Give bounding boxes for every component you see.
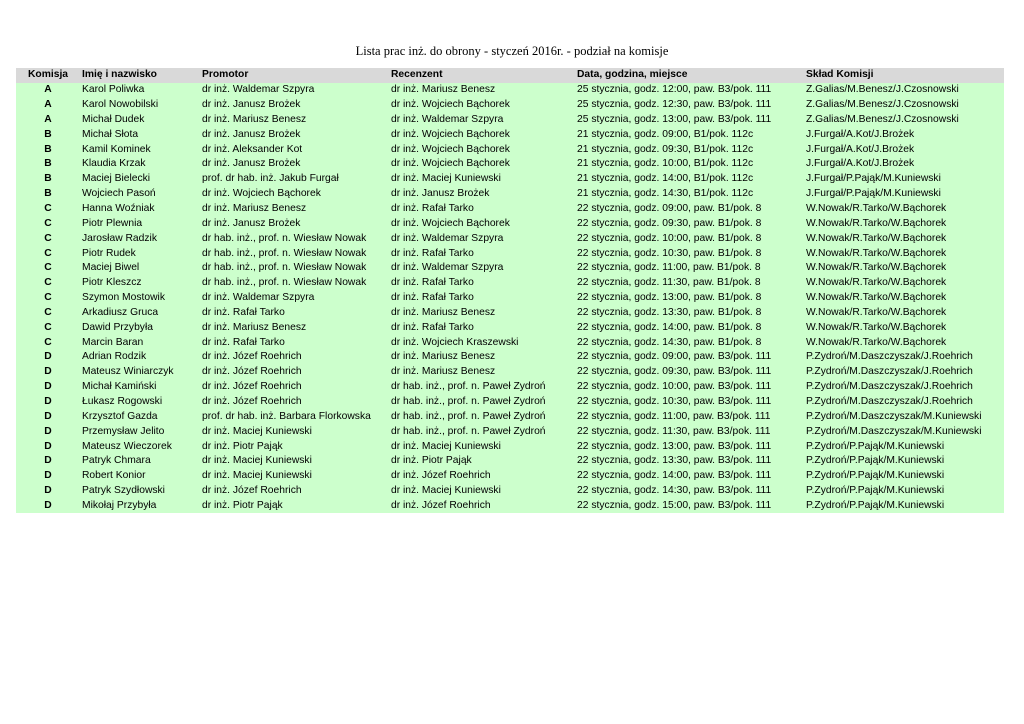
cell-date-time-place: 21 stycznia, godz. 09:30, B1/pok. 112c: [575, 142, 804, 157]
column-header-date: Data, godzina, miejsce: [575, 68, 804, 83]
cell-recenzent: dr inż. Waldemar Szpyra: [389, 113, 575, 128]
cell-promotor: dr inż. Mariusz Benesz: [200, 320, 389, 335]
cell-promotor: dr inż. Rafał Tarko: [200, 335, 389, 350]
cell-committee: Z.Galias/M.Benesz/J.Czosnowski: [804, 113, 1004, 128]
cell-komisja: C: [16, 231, 80, 246]
cell-promotor: dr inż. Maciej Kuniewski: [200, 454, 389, 469]
cell-committee: P.Zydroń/M.Daszczyszak/J.Roehrich: [804, 365, 1004, 380]
cell-promotor: dr inż. Janusz Brożek: [200, 157, 389, 172]
table-row: [16, 439, 1004, 454]
cell-committee: Z.Galias/M.Benesz/J.Czosnowski: [804, 98, 1004, 113]
cell-recenzent: dr inż. Rafał Tarko: [389, 202, 575, 217]
cell-date-time-place: 22 stycznia, godz. 11:30, paw. B1/pok. 8: [575, 276, 804, 291]
cell-recenzent: dr inż. Mariusz Benesz: [389, 83, 575, 98]
cell-date-time-place: 22 stycznia, godz. 09:30, paw. B1/pok. 8: [575, 216, 804, 231]
table-row: [16, 365, 1004, 380]
cell-promotor: dr inż. Józef Roehrich: [200, 395, 389, 410]
column-header-promotor: Promotor: [200, 68, 389, 83]
cell-promotor: prof. dr hab. inż. Jakub Furgał: [200, 172, 389, 187]
document-title: Lista prac inż. do obrony - styczeń 2016r. - podział na komisje: [355, 44, 669, 58]
cell-student-name: Karol Poliwka: [80, 83, 200, 98]
cell-committee: W.Nowak/R.Tarko/W.Bąchorek: [804, 291, 1004, 306]
cell-date-time-place: 22 stycznia, godz. 09:00, paw. B1/pok. 8: [575, 202, 804, 217]
cell-recenzent: dr hab. inż., prof. n. Paweł Zydroń: [389, 395, 575, 410]
table-row: [16, 261, 1004, 276]
cell-student-name: Piotr Kleszcz: [80, 276, 200, 291]
cell-komisja: C: [16, 320, 80, 335]
table-row: [16, 291, 1004, 306]
cell-date-time-place: 22 stycznia, godz. 10:00, paw. B1/pok. 8: [575, 231, 804, 246]
table-row: [16, 469, 1004, 484]
cell-committee: J.Furgał/P.Pająk/M.Kuniewski: [804, 187, 1004, 202]
cell-recenzent: dr inż. Wojciech Bąchorek: [389, 142, 575, 157]
cell-komisja: B: [16, 157, 80, 172]
table-row: [16, 335, 1004, 350]
cell-promotor: dr inż. Aleksander Kot: [200, 142, 389, 157]
cell-student-name: Mateusz Winiarczyk: [80, 365, 200, 380]
cell-date-time-place: 22 stycznia, godz. 13:30, paw. B3/pok. 111: [575, 454, 804, 469]
cell-committee: P.Zydroń/P.Pająk/M.Kuniewski: [804, 454, 1004, 469]
cell-committee: W.Nowak/R.Tarko/W.Bąchorek: [804, 306, 1004, 321]
cell-promotor: dr inż. Piotr Pająk: [200, 439, 389, 454]
cell-student-name: Szymon Mostowik: [80, 291, 200, 306]
cell-recenzent: dr inż. Mariusz Benesz: [389, 306, 575, 321]
cell-recenzent: dr inż. Waldemar Szpyra: [389, 231, 575, 246]
table-row: [16, 113, 1004, 128]
cell-date-time-place: 22 stycznia, godz. 10:30, paw. B3/pok. 111: [575, 395, 804, 410]
cell-promotor: dr inż. Józef Roehrich: [200, 484, 389, 499]
cell-recenzent: dr inż. Piotr Pająk: [389, 454, 575, 469]
cell-date-time-place: 21 stycznia, godz. 09:00, B1/pok. 112c: [575, 127, 804, 142]
cell-komisja: D: [16, 454, 80, 469]
cell-committee: P.Zydroń/P.Pająk/M.Kuniewski: [804, 469, 1004, 484]
cell-promotor: dr inż. Maciej Kuniewski: [200, 469, 389, 484]
cell-recenzent: dr inż. Maciej Kuniewski: [389, 439, 575, 454]
cell-committee: P.Zydroń/P.Pająk/M.Kuniewski: [804, 498, 1004, 513]
table-row: [16, 498, 1004, 513]
cell-date-time-place: 22 stycznia, godz. 11:00, paw. B3/pok. 111: [575, 409, 804, 424]
cell-student-name: Piotr Rudek: [80, 246, 200, 261]
cell-komisja: A: [16, 98, 80, 113]
cell-committee: P.Zydroń/P.Pająk/M.Kuniewski: [804, 484, 1004, 499]
cell-recenzent: dr inż. Wojciech Bąchorek: [389, 127, 575, 142]
cell-date-time-place: 22 stycznia, godz. 14:30, paw. B1/pok. 8: [575, 335, 804, 350]
cell-recenzent: dr hab. inż., prof. n. Paweł Zydroń: [389, 409, 575, 424]
cell-promotor: dr inż. Janusz Brożek: [200, 98, 389, 113]
cell-recenzent: dr hab. inż., prof. n. Paweł Zydroń: [389, 380, 575, 395]
table-row: [16, 187, 1004, 202]
cell-student-name: Mateusz Wieczorek: [80, 439, 200, 454]
cell-komisja: D: [16, 439, 80, 454]
table-header-row: [16, 68, 1004, 83]
cell-student-name: Maciej Biwel: [80, 261, 200, 276]
cell-recenzent: dr inż. Wojciech Bąchorek: [389, 216, 575, 231]
cell-komisja: B: [16, 172, 80, 187]
cell-student-name: Michał Dudek: [80, 113, 200, 128]
cell-recenzent: dr inż. Waldemar Szpyra: [389, 261, 575, 276]
cell-committee: P.Zydroń/M.Daszczyszak/J.Roehrich: [804, 380, 1004, 395]
cell-komisja: C: [16, 276, 80, 291]
cell-student-name: Jarosław Radzik: [80, 231, 200, 246]
cell-promotor: dr hab. inż., prof. n. Wiesław Nowak: [200, 231, 389, 246]
table-row: [16, 320, 1004, 335]
cell-committee: P.Zydroń/M.Daszczyszak/M.Kuniewski: [804, 424, 1004, 439]
cell-promotor: dr inż. Józef Roehrich: [200, 380, 389, 395]
cell-komisja: B: [16, 187, 80, 202]
cell-recenzent: dr inż. Janusz Brożek: [389, 187, 575, 202]
cell-date-time-place: 21 stycznia, godz. 14:00, B1/pok. 112c: [575, 172, 804, 187]
table-row: [16, 454, 1004, 469]
cell-committee: P.Zydroń/M.Daszczyszak/J.Roehrich: [804, 395, 1004, 410]
cell-student-name: Marcin Baran: [80, 335, 200, 350]
cell-komisja: D: [16, 498, 80, 513]
cell-date-time-place: 22 stycznia, godz. 14:00, paw. B1/pok. 8: [575, 320, 804, 335]
cell-promotor: prof. dr hab. inż. Barbara Florkowska: [200, 409, 389, 424]
cell-committee: W.Nowak/R.Tarko/W.Bąchorek: [804, 335, 1004, 350]
cell-komisja: C: [16, 291, 80, 306]
cell-date-time-place: 25 stycznia, godz. 12:00, paw. B3/pok. 111: [575, 83, 804, 98]
cell-promotor: dr inż. Mariusz Benesz: [200, 113, 389, 128]
cell-recenzent: dr inż. Rafał Tarko: [389, 320, 575, 335]
cell-komisja: C: [16, 216, 80, 231]
cell-komisja: A: [16, 113, 80, 128]
cell-recenzent: dr inż. Rafał Tarko: [389, 291, 575, 306]
cell-promotor: dr inż. Rafał Tarko: [200, 306, 389, 321]
table-row: [16, 202, 1004, 217]
cell-recenzent: dr inż. Mariusz Benesz: [389, 350, 575, 365]
table-row: [16, 306, 1004, 321]
cell-student-name: Klaudia Krzak: [80, 157, 200, 172]
cell-promotor: dr inż. Józef Roehrich: [200, 365, 389, 380]
cell-promotor: dr hab. inż., prof. n. Wiesław Nowak: [200, 246, 389, 261]
cell-komisja: C: [16, 335, 80, 350]
cell-recenzent: dr inż. Mariusz Benesz: [389, 365, 575, 380]
cell-student-name: Patryk Szydłowski: [80, 484, 200, 499]
cell-student-name: Hanna Woźniak: [80, 202, 200, 217]
cell-committee: W.Nowak/R.Tarko/W.Bąchorek: [804, 231, 1004, 246]
cell-student-name: Piotr Plewnia: [80, 216, 200, 231]
cell-committee: W.Nowak/R.Tarko/W.Bąchorek: [804, 276, 1004, 291]
cell-promotor: dr inż. Józef Roehrich: [200, 350, 389, 365]
column-header-komisja: Komisja: [16, 68, 80, 83]
cell-date-time-place: 25 stycznia, godz. 12:30, paw. B3/pok. 111: [575, 98, 804, 113]
cell-student-name: Maciej Bielecki: [80, 172, 200, 187]
cell-promotor: dr inż. Janusz Brożek: [200, 127, 389, 142]
cell-komisja: C: [16, 306, 80, 321]
column-header-name: Imię i nazwisko: [80, 68, 200, 83]
cell-date-time-place: 22 stycznia, godz. 13:00, paw. B1/pok. 8: [575, 291, 804, 306]
cell-student-name: Dawid Przybyła: [80, 320, 200, 335]
table-row: [16, 424, 1004, 439]
cell-promotor: dr hab. inż., prof. n. Wiesław Nowak: [200, 261, 389, 276]
cell-date-time-place: 21 stycznia, godz. 14:30, B1/pok. 112c: [575, 187, 804, 202]
cell-promotor: dr inż. Waldemar Szpyra: [200, 291, 389, 306]
cell-student-name: Krzysztof Gazda: [80, 409, 200, 424]
table-row: [16, 246, 1004, 261]
cell-student-name: Kamil Kominek: [80, 142, 200, 157]
cell-student-name: Robert Konior: [80, 469, 200, 484]
cell-committee: P.Zydroń/M.Daszczyszak/J.Roehrich: [804, 350, 1004, 365]
cell-committee: W.Nowak/R.Tarko/W.Bąchorek: [804, 320, 1004, 335]
cell-recenzent: dr inż. Józef Roehrich: [389, 498, 575, 513]
cell-committee: J.Furgał/P.Pająk/M.Kuniewski: [804, 172, 1004, 187]
cell-komisja: C: [16, 202, 80, 217]
cell-recenzent: dr inż. Maciej Kuniewski: [389, 484, 575, 499]
cell-student-name: Przemysław Jelito: [80, 424, 200, 439]
cell-date-time-place: 21 stycznia, godz. 10:00, B1/pok. 112c: [575, 157, 804, 172]
table-row: [16, 276, 1004, 291]
cell-recenzent: dr inż. Wojciech Bąchorek: [389, 157, 575, 172]
table-row: [16, 127, 1004, 142]
cell-student-name: Karol Nowobilski: [80, 98, 200, 113]
cell-student-name: Mikołaj Przybyła: [80, 498, 200, 513]
cell-komisja: D: [16, 409, 80, 424]
column-header-recenzent: Recenzent: [389, 68, 575, 83]
cell-date-time-place: 22 stycznia, godz. 14:00, paw. B3/pok. 111: [575, 469, 804, 484]
cell-recenzent: dr inż. Rafał Tarko: [389, 276, 575, 291]
cell-student-name: Arkadiusz Gruca: [80, 306, 200, 321]
cell-committee: J.Furgał/A.Kot/J.Brożek: [804, 157, 1004, 172]
cell-committee: W.Nowak/R.Tarko/W.Bąchorek: [804, 246, 1004, 261]
cell-date-time-place: 22 stycznia, godz. 13:30, paw. B1/pok. 8: [575, 306, 804, 321]
cell-committee: W.Nowak/R.Tarko/W.Bąchorek: [804, 261, 1004, 276]
column-header-committee: Skład Komisji: [804, 68, 1004, 83]
thesis-defense-table: [16, 68, 1004, 513]
cell-date-time-place: 22 stycznia, godz. 10:00, paw. B3/pok. 111: [575, 380, 804, 395]
cell-student-name: Patryk Chmara: [80, 454, 200, 469]
table-row: [16, 157, 1004, 172]
table-row: [16, 484, 1004, 499]
cell-promotor: dr hab. inż., prof. n. Wiesław Nowak: [200, 276, 389, 291]
table-row: [16, 98, 1004, 113]
cell-promotor: dr inż. Waldemar Szpyra: [200, 83, 389, 98]
cell-committee: Z.Galias/M.Benesz/J.Czosnowski: [804, 83, 1004, 98]
cell-recenzent: dr inż. Wojciech Kraszewski: [389, 335, 575, 350]
table-body: [16, 83, 1004, 513]
cell-date-time-place: 25 stycznia, godz. 13:00, paw. B3/pok. 111: [575, 113, 804, 128]
cell-student-name: Adrian Rodzik: [80, 350, 200, 365]
cell-promotor: dr inż. Janusz Brożek: [200, 216, 389, 231]
cell-promotor: dr inż. Maciej Kuniewski: [200, 424, 389, 439]
table-row: [16, 409, 1004, 424]
cell-komisja: D: [16, 484, 80, 499]
table-row: [16, 142, 1004, 157]
cell-komisja: D: [16, 380, 80, 395]
cell-date-time-place: 22 stycznia, godz. 10:30, paw. B1/pok. 8: [575, 246, 804, 261]
cell-committee: W.Nowak/R.Tarko/W.Bąchorek: [804, 216, 1004, 231]
cell-komisja: C: [16, 261, 80, 276]
cell-recenzent: dr hab. inż., prof. n. Paweł Zydroń: [389, 424, 575, 439]
table-row: [16, 395, 1004, 410]
table-row: [16, 350, 1004, 365]
cell-komisja: B: [16, 142, 80, 157]
cell-komisja: D: [16, 395, 80, 410]
cell-komisja: D: [16, 469, 80, 484]
table-row: [16, 380, 1004, 395]
cell-komisja: D: [16, 350, 80, 365]
cell-date-time-place: 22 stycznia, godz. 09:00, paw. B3/pok. 111: [575, 350, 804, 365]
cell-promotor: dr inż. Wojciech Bąchorek: [200, 187, 389, 202]
table-row: [16, 216, 1004, 231]
cell-committee: J.Furgał/A.Kot/J.Brożek: [804, 127, 1004, 142]
table-row: [16, 172, 1004, 187]
table-row: [16, 231, 1004, 246]
cell-recenzent: dr inż. Wojciech Bąchorek: [389, 98, 575, 113]
cell-student-name: Łukasz Rogowski: [80, 395, 200, 410]
cell-committee: W.Nowak/R.Tarko/W.Bąchorek: [804, 202, 1004, 217]
cell-date-time-place: 22 stycznia, godz. 09:30, paw. B3/pok. 111: [575, 365, 804, 380]
cell-komisja: B: [16, 127, 80, 142]
cell-date-time-place: 22 stycznia, godz. 14:30, paw. B3/pok. 111: [575, 484, 804, 499]
cell-recenzent: dr inż. Józef Roehrich: [389, 469, 575, 484]
cell-student-name: Michał Słota: [80, 127, 200, 142]
cell-komisja: D: [16, 365, 80, 380]
cell-date-time-place: 22 stycznia, godz. 11:00, paw. B1/pok. 8: [575, 261, 804, 276]
table-row: [16, 83, 1004, 98]
cell-committee: P.Zydroń/M.Daszczyszak/M.Kuniewski: [804, 409, 1004, 424]
cell-komisja: D: [16, 424, 80, 439]
cell-komisja: A: [16, 83, 80, 98]
cell-date-time-place: 22 stycznia, godz. 15:00, paw. B3/pok. 111: [575, 498, 804, 513]
cell-date-time-place: 22 stycznia, godz. 11:30, paw. B3/pok. 111: [575, 424, 804, 439]
cell-recenzent: dr inż. Maciej Kuniewski: [389, 172, 575, 187]
cell-komisja: C: [16, 246, 80, 261]
cell-recenzent: dr inż. Rafał Tarko: [389, 246, 575, 261]
cell-committee: J.Furgał/A.Kot/J.Brożek: [804, 142, 1004, 157]
cell-promotor: dr inż. Piotr Pająk: [200, 498, 389, 513]
cell-committee: P.Zydroń/P.Pająk/M.Kuniewski: [804, 439, 1004, 454]
cell-student-name: Michał Kamiński: [80, 380, 200, 395]
cell-student-name: Wojciech Pasoń: [80, 187, 200, 202]
cell-date-time-place: 22 stycznia, godz. 13:00, paw. B3/pok. 111: [575, 439, 804, 454]
cell-promotor: dr inż. Mariusz Benesz: [200, 202, 389, 217]
